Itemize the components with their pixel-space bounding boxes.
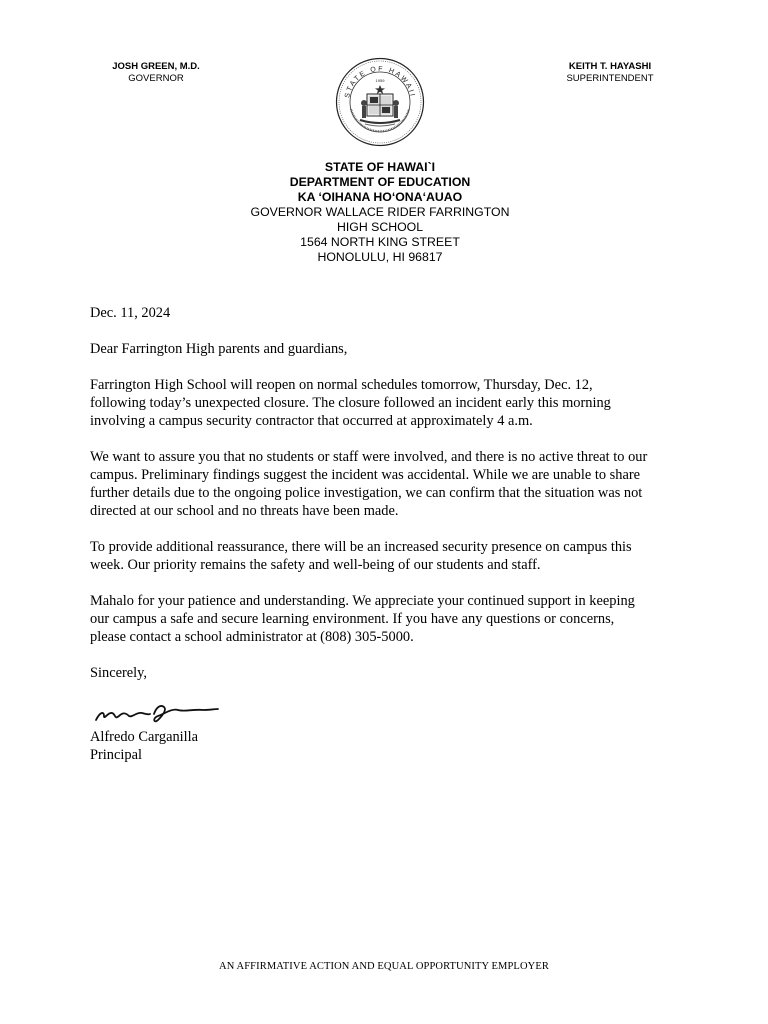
letterhead-school-name: GOVERNOR WALLACE RIDER FARRINGTON — [250, 205, 510, 219]
footer-notice: AN AFFIRMATIVE ACTION AND EQUAL OPPORTUNITY EMPLOYER — [219, 961, 549, 972]
seal-text: STATE OF HAWAII — [344, 65, 416, 99]
letterhead — [180, 160, 580, 265]
state-seal-icon — [335, 57, 425, 147]
paragraph-line: We want to assure you that no students or staff were involved, and there is no active threat to our — [90, 449, 648, 465]
letterhead-department: DEPARTMENT OF EDUCATION — [289, 175, 471, 189]
letterhead-street: 1564 NORTH KING STREET — [300, 235, 460, 249]
seal-year: 1959 — [375, 78, 385, 83]
paragraph-line: Farrington High School will reopen on normal schedules tomorrow, Thursday, Dec. 12, — [90, 377, 593, 393]
signer-title: Principal — [90, 747, 142, 763]
letter-closing: Sincerely, — [90, 665, 148, 681]
paragraph-security — [90, 538, 690, 574]
letter-body — [90, 304, 690, 682]
paragraph-line: directed at our school and no threats have been made. — [90, 503, 399, 519]
signature-icon — [92, 696, 222, 728]
paragraph-line: following today’s unexpected closure. The closure followed an incident early this morning — [90, 395, 611, 411]
signer-name: Alfredo Carganilla — [90, 729, 199, 745]
paragraph-line: our campus a safe and secure learning environment. If you have any questions or concerns, — [90, 611, 615, 627]
letter-date: Dec. 11, 2024 — [90, 305, 171, 321]
letterhead-department-hawaiian: KA ‘OIHANA HO‘ONA‘AUAO — [297, 190, 463, 204]
superintendent-block — [556, 61, 664, 85]
paragraph-mahalo — [90, 592, 690, 646]
governor-name: JOSH GREEN, M.D. — [112, 61, 200, 72]
paragraph-assurance — [90, 448, 690, 520]
superintendent-name: KEITH T. HAYASHI — [568, 61, 652, 72]
letterhead-school-name-cont: HIGH SCHOOL — [336, 220, 424, 234]
paragraph-line: campus. Preliminary findings suggest the incident was accidental. While we are unable to share — [90, 467, 641, 483]
governor-title: GOVERNOR — [128, 73, 184, 84]
letterhead-city: HONOLULU, HI 96817 — [317, 250, 443, 264]
paragraph-line: involving a campus security contractor that occurred at approximately 4 a.m. — [90, 413, 533, 429]
paragraph-line: week. Our priority remains the safety and well-being of our students and staff. — [90, 557, 541, 573]
superintendent-title: SUPERINTENDENT — [566, 73, 654, 84]
paragraph-line: please contact a school administrator at (808) 305-5000. — [90, 629, 414, 645]
paragraph-line: To provide additional reassurance, there will be an increased security presence on campus this — [90, 539, 632, 555]
signer-block — [90, 728, 198, 764]
paragraph-line: further details due to the ongoing police investigation, we can confirm that the situation was not — [90, 485, 643, 501]
paragraph-line: Mahalo for your patience and understanding. We appreciate your continued support in keeping — [90, 593, 635, 609]
letterhead-state: STATE OF HAWAI`I — [324, 160, 436, 174]
letter-salutation: Dear Farrington High parents and guardians, — [90, 341, 348, 357]
governor-block — [104, 61, 208, 85]
paragraph-reopen — [90, 376, 690, 430]
